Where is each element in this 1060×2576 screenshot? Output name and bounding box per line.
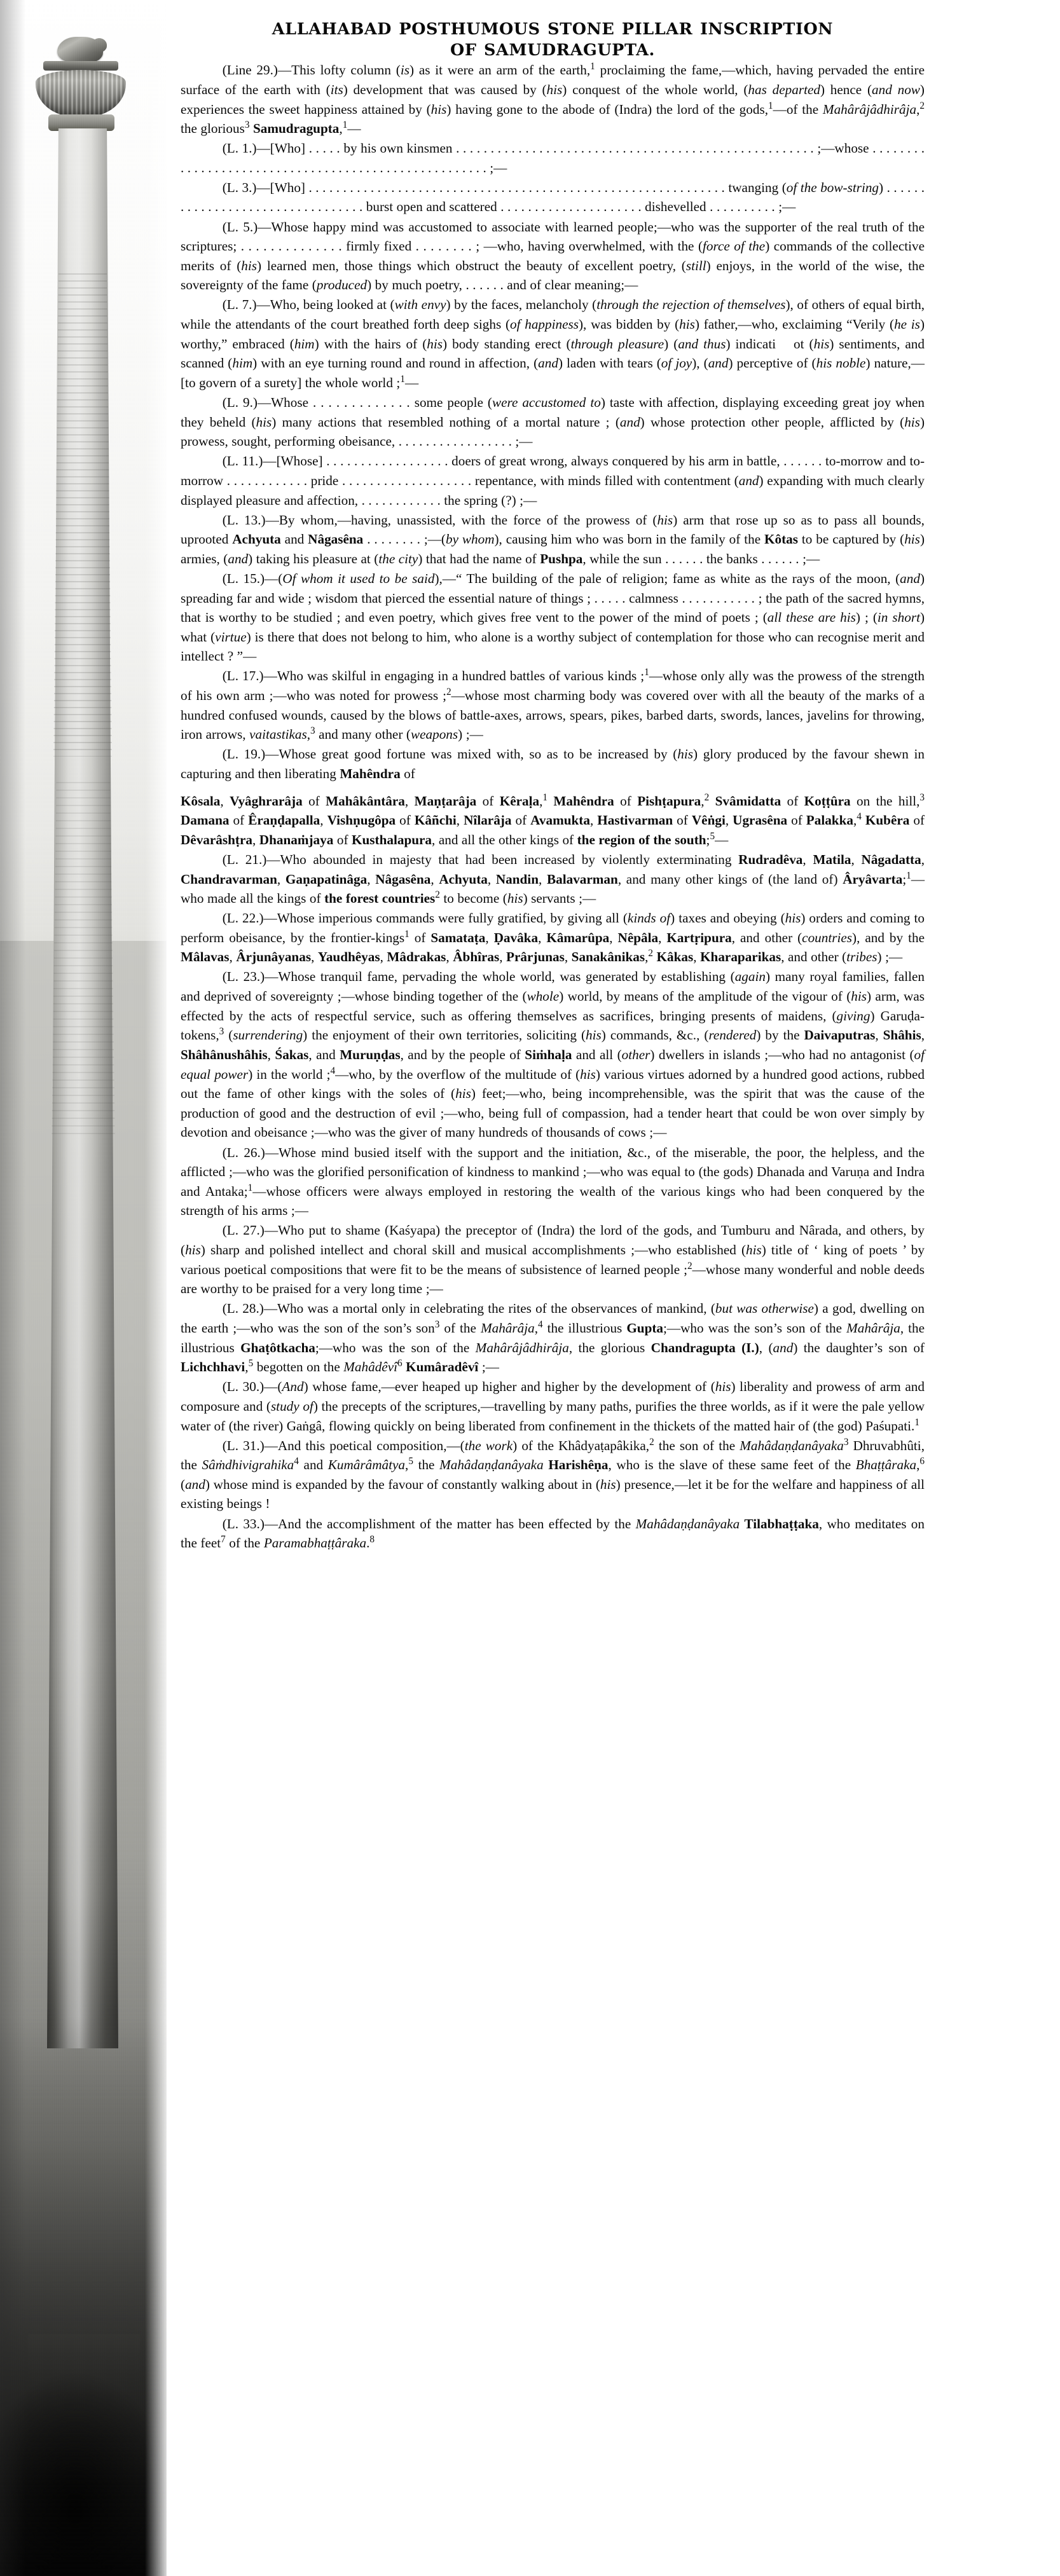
translation-paragraph-list xyxy=(181,60,925,1553)
paragraph-line-19: (L. 19.)—Whose great good fortune was mixed with, so as to be increased by (his) glory produced by the favour shewn in capturing and then liberating Mahêndra of xyxy=(181,746,925,781)
page-title-line-2: OF SAMUDRAGUPTA. xyxy=(450,40,655,60)
paragraph-line-26: (L. 26.)—Whose mind busied itself with the support and the initiation, &c., of the miserable, the poor, the helpless, and the afflicted ;—who was the glorified personification of kindness to mankind ;—who was equal to (the gods) Dhanada and Varuṇa and Indra and Antaka;$^1$—whose officers were always employed in restoring the wealth of the various kings who had been conquered by the strength of his arms ;— xyxy=(181,1144,925,1219)
paragraph-line-15: (L. 15.)—(Of whom it used to be said),—“ The building of the pale of religion; fame as white as the rays of the moon, (and) spreading far and wide ; wisdom that pierced the essential nature of things ; . . . . . calmness . . . . . . . . . . . ; the path of the sacred hymns, that is worthy to be studied ; and even poetry, which gives free vent to the power of the mind of poets ; (all these are his) ; (in short) what (virtue) is there that does not belong to him, who alone is a worthy subject of contemplation for those who can recognise merit and intellect ? ”— xyxy=(181,570,925,664)
paragraph-line-21: (L. 21.)—Who abounded in majesty that had been increased by violently exterminating Rudradêva, Matila, Nâgadatta, Chandravarman, Gaṇapatinâga, Nâgasêna, Achyuta, Nandin, Balavarman, and many other kings of (the land of) Âryâvarta;$^1$—who made all the kings of the forest countries$^2$ to become (his) servants ;— xyxy=(181,851,925,907)
paragraph-line-3: (L. 3.)—[Who] . . . . . . . . . . . . . . . . . . . . . . . . . . . . . . . . . . . . . . . . . . . . . . . . . . . . . . . . . . . . . twanging (of the bow-string) . . . . . . . . . . . . . . . . . . . . . . . . . . . . . . . . . burst open and scattered . . . . . . . . . . . . . . . . . . . . . dishevelled . . . . . . . . . . ;— xyxy=(181,179,925,215)
pillar-photograph-plate xyxy=(0,0,167,2576)
paragraph-line-13: (L. 13.)—By whom,—having, unassisted, with the force of the prowess of (his) arm that rose up so as to pass all bounds, uprooted Achyuta and Nâgasêna . . . . . . . . ;—(by whom), causing him who was born in the family of the Kôtas to be captured by (his) armies, (and) taking his pleasure at (the city) that had the name of Pushpa, while the sun . . . . . . the banks . . . . . . ;— xyxy=(181,512,925,566)
paragraph-line-23: (L. 23.)—Whose tranquil fame, pervading the whole world, was generated by establishing (again) many royal families, fallen and deprived of sovereignty ;—whose binding together of the (whole) world, by means of the amplitude of the vigour of (his) arm, was effected by the acts of respectful service, such as offering themselves as sacrifices, bringing presents of maidens, (giving) Garuḍa-tokens,$^3$ (surrendering) the enjoyment of their own territories, soliciting (his) commands, &c., (rendered) by the Daivaputras, Shâhis, Shâhânushâhis, Śakas, and Muruṇḍas, and by the people of Siṁhaḷa and all (other) dwellers in islands ;—who had no antagonist (of equal power) in the world ;$^4$—who, by the overflow of the multitude of (his) various virtues adorned by a hundred good actions, rubbed out the fame of other kings with the soles of (his) feet;—who, being incomprehensible, was the spirit that was the cause of the production of good and the destruction of evil ;—who, being full of compassion, had a tender heart that could be won over simply by devotion and obeisance ;—who was the giver of many hundreds of thousands of cows ;— xyxy=(181,969,925,1141)
page-title-line-1: ALLAHABAD POSTHUMOUS STONE PILLAR INSCRIPTION xyxy=(272,20,834,39)
paragraph-line-19-names: Kôsala, Vyâghrarâja of Mahâkântâra, Maṇṭarâja of Kêraḷa,$^1$ Mahêndra of Pishṭapura,$^2$ Svâmidatta of Koṭṭûra on the hill,$^3$ Damana of Êraṇḍapalla, Vishṇugôpa of Kâñchi, Nîlarâja of Avamukta, Hastivarman of Vêṅgi, Ugrasêna of Palakka,$^4$ Kubêra of Dêvarâshṭra, Dhanaṁjaya of Kusthalapura, and all the other kings of the region of the south;$^5$— xyxy=(181,791,925,847)
photograph-image xyxy=(0,0,167,2576)
paragraph-line-29: (Line 29.)—This lofty column (is) as it were an arm of the earth,$^1$ proclaiming the fame,—which, having pervaded the entire surface of the earth with (its) development that was caused by (his) conquest of the whole world, (has departed) hence (and now) experiences the sweet happiness attained by (his) having gone to the abode of (Indra) the lord of the gods,$^1$—of the Mahârâjâdhirâja,$^2$ the glorious$^3$ Samudragupta,$^1$— xyxy=(181,61,925,137)
paragraph-line-17: (L. 17.)—Who was skilful in engaging in a hundred battles of various kinds ;$^1$—whose only ally was the prowess of the strength of his own arm ;—who was noted for prowess ;$^2$—whose most charming body was covered over with all the beauty of the marks of a hundred confused wounds, caused by the blows of battle-axes, arrows, spears, pikes, barbed darts, swords, lances, javelins for throwing, iron arrows, vaitastikas,$^3$ and many other (weapons) ;— xyxy=(181,667,925,743)
paragraph-line-9: (L. 9.)—Whose . . . . . . . . . . . . . some people (were accustomed to) taste with affection, displaying exceeding great joy when they beheld (his) many actions that resembled nothing of a mortal nature ; (and) whose protection other people, afflicted by (his) prowess, sought, performing obeisance, . . . . . . . . . . . . . . . . . ;— xyxy=(181,394,925,449)
page-title xyxy=(181,19,925,60)
paragraph-line-7: (L. 7.)—Who, being looked at (with envy) by the faces, melancholy (through the rejection of themselves), of others of equal birth, while the attendants of the court breathed forth deep sighs (of happiness), was bidden by (his) father,—who, exclaiming “Verily (he is) worthy,” embraced (him) with the hairs of (his) body standing erect (through pleasure) (and thus) indicati ot (his) sentiments, and scanned (him) with an eye turning round and round in affection, (and) laden with tears (of joy), (and) perceptive of (his noble) nature,—[to govern of a surety] the whole world ;$^1$— xyxy=(181,297,925,390)
paragraph-line-22: (L. 22.)—Whose imperious commands were fully gratified, by giving all (kinds of) taxes and obeying (his) orders and coming to perform obeisance, by the frontier-kings$^1$ of Samataṭa, Ḍavâka, Kâmarûpa, Nêpâla, Kartṛipura, and other (countries), and by the Mâlavas, Ârjunâyanas, Yaudhêyas, Mâdrakas, Âbhîras, Prârjunas, Sanakânikas,$^2$ Kâkas, Kharaparikas, and other (tribes) ;— xyxy=(181,910,925,965)
paragraph-line-1: (L. 1.)—[Who] . . . . . by his own kinsmen . . . . . . . . . . . . . . . . . . . . . . . . . . . . . . . . . . . . . . . . . . . . . . . . . . . . ;—whose . . . . . . . . . . . . . . . . . . . . . . . . . . . . . . . . . . . . . . . . . . . . . . . . . . . . . ;— xyxy=(181,140,925,175)
paragraph-line-33: (L. 33.)—And the accomplishment of the matter has been effected by the Mahâdaṇḍanâyaka Tilabhaṭṭaka, who meditates on the feet$^7$ of the Paramabhaṭṭâraka.$^8$ xyxy=(181,1516,925,1551)
paragraph-line-5: (L. 5.)—Whose happy mind was accustomed to associate with learned people;—who was the supporter of the real truth of the scriptures; . . . . . . . . . . . . . . firmly fixed . . . . . . . . ; —who, having overwhelmed, with the (force of the) commands of the collective merits of (his) learned men, those things which obstruct the beauty of excellent poetry, (still) enjoys, in the world of the wise, the sovereignty of the fame (produced) by much poetry, . . . . . . and of clear meaning;— xyxy=(181,219,925,293)
translation-text-column xyxy=(167,0,1060,2576)
paragraph-line-31: (L. 31.)—And this poetical composition,—(the work) of the Khâdyaṭapâkika,$^2$ the son of the Mahâdaṇḍanâyaka$^3$ Dhruvabhûti, the Sâṁdhivigrahika$^4$ and Kumârâmâtya,$^5$ the Mahâdaṇḍanâyaka Harishêṇa, who is the slave of these same feet of the Bhaṭṭâraka,$^6$ (and) whose mind is expanded by the favour of constantly walking about in (his) presence,—let it be for the welfare and happiness of all existing beings ! xyxy=(181,1436,925,1512)
paragraph-line-28: (L. 28.)—Who was a mortal only in celebrating the rites of the observances of mankind, (but was otherwise) a god, dwelling on the earth ;—who was the son of the son’s son$^3$ of the Mahârâja,$^4$ the illustrious Gupta;—who was the son’s son of the Mahârâja, the illustrious Ghaṭôtkacha;—who was the son of the Mahârâjâdhirâja, the glorious Chandragupta (I.), (and) the daughter’s son of Lichchhavi,$^5$ begotten on the Mahâdêvî$^6$ Kumâradêvî ;— xyxy=(181,1301,925,1375)
photo-film-grain xyxy=(0,0,167,2576)
paragraph-line-11: (L. 11.)—[Whose] . . . . . . . . . . . . . . . . . . doers of great wrong, always conquered by his arm in battle, . . . . . . to-morrow and to-morrow . . . . . . . . . . . . pride . . . . . . . . . . . . . . . . . . . repentance, with minds filled with contentment (and) expanding with much clearly displayed pleasure and affection, . . . . . . . . . . . . the spring (?) ;— xyxy=(181,453,925,508)
paragraph-line-30: (L. 30.)—(And) whose fame,—ever heaped up higher and higher by the development of (his) liberality and prowess of arm and composure and (study of) the precepts of the scriptures,—travelling by many paths, purifies the three worlds, as if it were the pale yellow water of (the river) Gaṅgâ, flowing quickly on being liberated from confinement in the thickets of the matted hair of (the god) Paśupati.$^1$ xyxy=(181,1379,925,1434)
paragraph-line-27: (L. 27.)—Who put to shame (Kaśyapa) the preceptor of (Indra) the lord of the gods, and Tumburu and Nârada, and others, by (his) sharp and polished intellect and choral skill and musical accomplishments ;—who established (his) title of ‘ king of poets ’ by various poetical compositions that were fit to be the means of subsistence of learned people ;$^2$—whose many wonderful and noble deeds are worthy to be praised for a very long time ;— xyxy=(181,1223,925,1297)
